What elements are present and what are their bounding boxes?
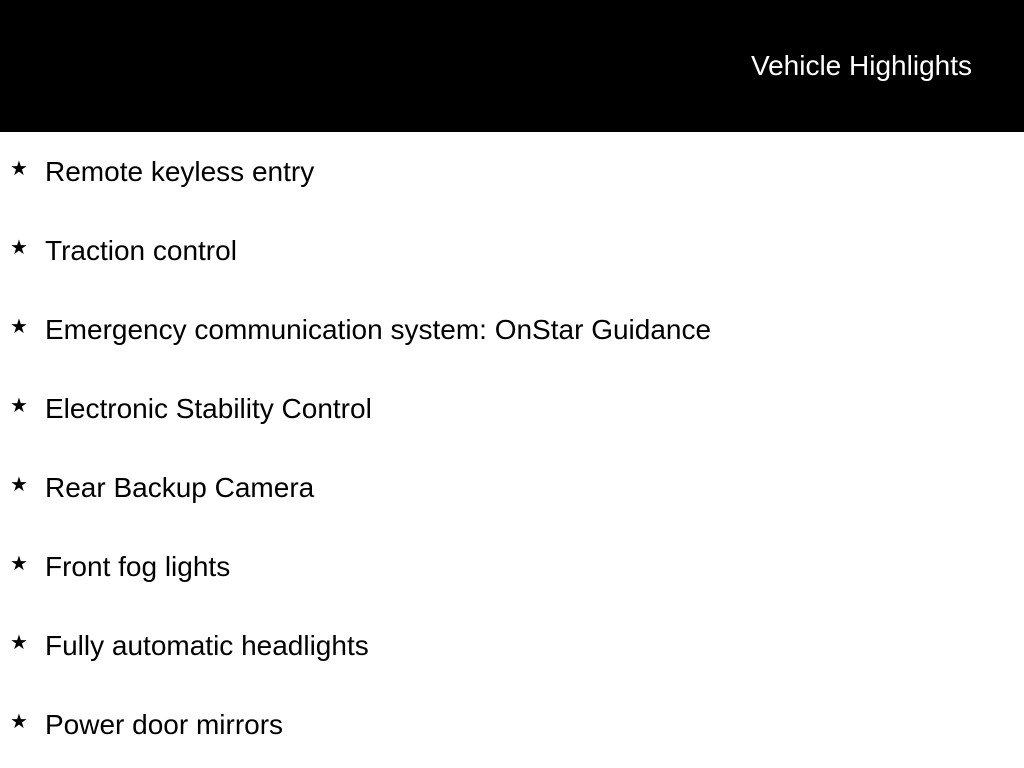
highlight-label: Front fog lights bbox=[45, 551, 231, 582]
highlight-label: Electronic Stability Control bbox=[45, 393, 372, 424]
highlight-label: Remote keyless entry bbox=[45, 156, 315, 187]
star-icon: ★ bbox=[10, 395, 28, 417]
highlight-label: Power door mirrors bbox=[45, 709, 284, 740]
highlight-label: Fully automatic headlights bbox=[45, 630, 369, 661]
list-item bbox=[0, 211, 1024, 290]
list-item bbox=[0, 132, 1024, 211]
star-icon: ★ bbox=[10, 632, 28, 654]
page-title: Vehicle Highlights bbox=[750, 50, 972, 81]
star-icon: ★ bbox=[10, 237, 28, 259]
star-icon: ★ bbox=[10, 474, 28, 496]
star-icon: ★ bbox=[10, 711, 28, 733]
list-item bbox=[0, 685, 1024, 764]
header-bar bbox=[0, 0, 1024, 132]
highlight-label: Traction control bbox=[45, 235, 237, 266]
list-item bbox=[0, 290, 1024, 369]
list-item bbox=[0, 527, 1024, 606]
star-icon: ★ bbox=[10, 158, 28, 180]
highlights-list bbox=[0, 132, 1024, 764]
list-item bbox=[0, 606, 1024, 685]
star-icon: ★ bbox=[10, 316, 28, 338]
list-item bbox=[0, 369, 1024, 448]
list-item bbox=[0, 448, 1024, 527]
highlight-label: Emergency communication system: OnStar Guidance bbox=[45, 314, 712, 345]
highlight-label: Rear Backup Camera bbox=[45, 472, 315, 503]
star-icon: ★ bbox=[10, 553, 28, 575]
